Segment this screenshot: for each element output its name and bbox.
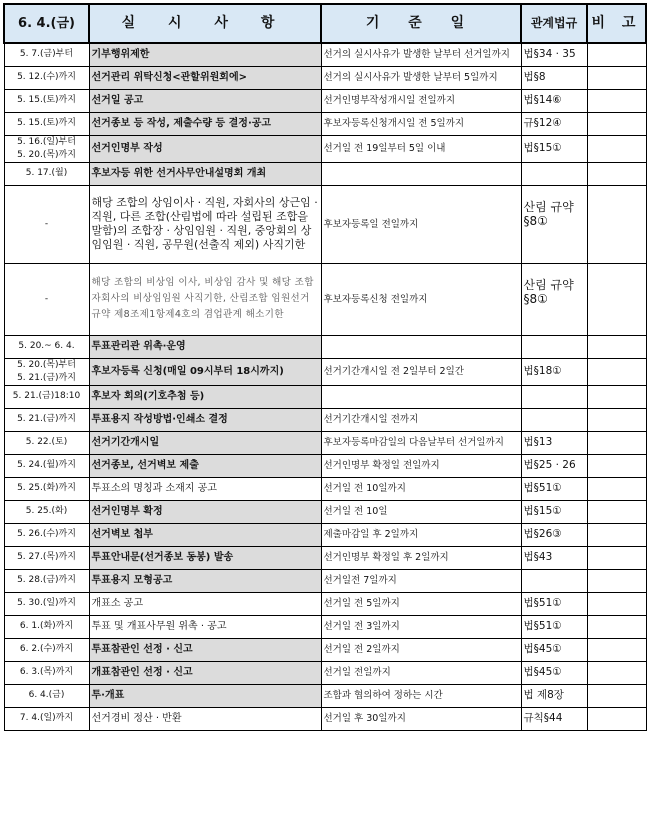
cell-note: [587, 546, 646, 569]
date-line: 5. 15.(토)까지: [17, 95, 76, 105]
table-row: [4, 684, 646, 707]
cell-criteria: [321, 335, 521, 358]
date-line: 5. 16.(일)부터: [17, 136, 76, 147]
cell-note: [587, 385, 646, 408]
cell-date: [4, 263, 89, 335]
header-law: 관계법규: [521, 4, 587, 43]
cell-law: 법§45①: [521, 638, 587, 661]
date-line: 5. 25.(화)까지: [17, 483, 76, 493]
cell-law: 법§51①: [521, 477, 587, 500]
cell-criteria: 후보자등록마감일의 다음날부터 선거일까지: [321, 431, 521, 454]
cell-note: [587, 638, 646, 661]
date-line: 5. 17.(월): [25, 168, 68, 178]
cell-criteria: 선거일 전 19일부터 5일 이내: [321, 135, 521, 162]
date-line: 5. 27.(목)까지: [17, 552, 76, 562]
cell-task: 투표 및 개표사무원 위촉 · 공고: [89, 615, 321, 638]
cell-note: [587, 408, 646, 431]
cell-task: 선거벽보 첩부: [89, 523, 321, 546]
cell-law: 법§25 · 26: [521, 454, 587, 477]
cell-note: [587, 431, 646, 454]
header-row: [4, 4, 646, 43]
cell-note: [587, 592, 646, 615]
cell-note: [587, 66, 646, 89]
cell-law: 산림 규약 §8①: [521, 185, 587, 263]
cell-criteria: 제출마감일 후 2일까지: [321, 523, 521, 546]
cell-note: [587, 358, 646, 385]
cell-criteria: 선거일 전일까지: [321, 661, 521, 684]
cell-task: 해당 조합의 비상임 이사, 비상임 감사 및 해당 조합 자회사의 비상임임원 사직기한, 산림조합 임원선거규약 제8조제1항제4호의 겸업관계 해소기한: [89, 263, 321, 335]
table-row: [4, 185, 646, 263]
cell-law: 법§45①: [521, 661, 587, 684]
cell-criteria: 선거의 실시사유가 발생한 날부터 5일까지: [321, 66, 521, 89]
cell-criteria: 후보자등록신청개시일 전 5일까지: [321, 112, 521, 135]
cell-date: [4, 500, 89, 523]
date-line: 5. 20.(목)부터: [17, 359, 76, 370]
cell-date: [4, 477, 89, 500]
cell-note: [587, 162, 646, 185]
cell-criteria: 선거기간개시일 전 2일부터 2일간: [321, 358, 521, 385]
date-line: 5. 20.~ 6. 4.: [18, 341, 75, 351]
cell-date: [4, 661, 89, 684]
date-line: 5. 20.(목)까지: [17, 149, 76, 160]
cell-note: [587, 684, 646, 707]
table-row: [4, 454, 646, 477]
table-row: [4, 477, 646, 500]
cell-criteria: 선거일 전 10일까지: [321, 477, 521, 500]
table-row: [4, 43, 646, 66]
cell-task: 선거기간개시일: [89, 431, 321, 454]
cell-date: [4, 135, 89, 162]
cell-task: 선거인명부 확정: [89, 500, 321, 523]
cell-criteria: 선거인명부작성개시일 전일까지: [321, 89, 521, 112]
cell-criteria: 선거인명부 확정일 후 2일까지: [321, 546, 521, 569]
header-task: 실 시 사 항: [89, 4, 321, 43]
date-line: 5. 7.(금)부터: [19, 49, 74, 60]
table-row: [4, 523, 646, 546]
cell-criteria: 선거기간개시일 전까지: [321, 408, 521, 431]
cell-task: 개표소 공고: [89, 592, 321, 615]
cell-law: [521, 569, 587, 592]
cell-date: [4, 43, 89, 66]
cell-date: [4, 592, 89, 615]
cell-note: [587, 43, 646, 66]
table-row: [4, 546, 646, 569]
cell-note: [587, 523, 646, 546]
cell-criteria: 조합과 협의하여 정하는 시간: [321, 684, 521, 707]
table-row: [4, 89, 646, 112]
cell-task: 기부행위제한: [89, 43, 321, 66]
cell-date: [4, 615, 89, 638]
table-row: [4, 569, 646, 592]
table-row: [4, 335, 646, 358]
cell-task: 투·개표: [89, 684, 321, 707]
date-line: 5. 25.(화): [25, 506, 68, 516]
cell-law: 법§14⑥: [521, 89, 587, 112]
date-line: 6. 4.(금): [28, 690, 65, 700]
cell-date: [4, 112, 89, 135]
cell-law: [521, 408, 587, 431]
header-note: 비 고: [587, 4, 646, 43]
cell-task: 후보자 회의(기호추첨 등): [89, 385, 321, 408]
table-row: [4, 500, 646, 523]
schedule-table: [3, 3, 647, 731]
cell-criteria: 선거일 전 3일까지: [321, 615, 521, 638]
cell-note: [587, 569, 646, 592]
cell-task: 후보자등록 신청(매일 09시부터 18시까지): [89, 358, 321, 385]
cell-law: [521, 335, 587, 358]
cell-date: [4, 408, 89, 431]
cell-date: [4, 385, 89, 408]
cell-date: [4, 684, 89, 707]
table-row: [4, 431, 646, 454]
cell-law: 법§51①: [521, 592, 587, 615]
cell-task: 투표용지 작성방법·인쇄소 결정: [89, 408, 321, 431]
date-line: 5. 21.(금)까지: [17, 414, 76, 424]
header-date: 6. 4.(금): [4, 4, 89, 43]
cell-criteria: 선거의 실시사유가 발생한 날부터 선거일까지: [321, 43, 521, 66]
table-row: [4, 408, 646, 431]
cell-law: 법§34 · 35: [521, 43, 587, 66]
date-line: -: [44, 293, 49, 304]
cell-note: [587, 263, 646, 335]
date-line: -: [44, 218, 49, 229]
date-line: 5. 24.(월)까지: [17, 460, 76, 470]
header-criteria: 기 준 일: [321, 4, 521, 43]
cell-task: 선거인명부 작성: [89, 135, 321, 162]
cell-law: 법 제8장: [521, 684, 587, 707]
table-row: [4, 66, 646, 89]
cell-date: [4, 454, 89, 477]
cell-law: 법§51①: [521, 615, 587, 638]
cell-task: 선거종보 등 작성, 제출수량 등 결정·공고: [89, 112, 321, 135]
cell-date: [4, 569, 89, 592]
cell-criteria: [321, 162, 521, 185]
cell-law: 법§8: [521, 66, 587, 89]
date-line: 7. 4.(일)까지: [19, 713, 74, 723]
table-row: [4, 707, 646, 730]
cell-law: 규§12④: [521, 112, 587, 135]
cell-law: [521, 162, 587, 185]
cell-date: [4, 523, 89, 546]
cell-law: 산림 규약 §8①: [521, 263, 587, 335]
cell-criteria: 선거일 후 30일까지: [321, 707, 521, 730]
cell-task: 해당 조합의 상임이사 · 직원, 자회사의 상근임 · 직원, 다른 조합(산림법에 따라 설립된 조합을 말함)의 조합장 · 상임임원 · 직원, 중앙회의 상임임원 · 직원, 공무원(선출직 제외) 사직기한: [89, 185, 321, 263]
cell-task: 투표용지 모형공고: [89, 569, 321, 592]
date-line: 5. 26.(수)까지: [17, 529, 76, 539]
table-row: [4, 358, 646, 385]
cell-criteria: 선거인명부 확정일 전일까지: [321, 454, 521, 477]
cell-law: 법§18①: [521, 358, 587, 385]
cell-date: [4, 638, 89, 661]
schedule-rows: [4, 43, 646, 730]
cell-date: [4, 185, 89, 263]
cell-task: 투표안내문(선거종보 동봉) 발송: [89, 546, 321, 569]
cell-note: [587, 500, 646, 523]
date-line: 5. 12.(수)까지: [17, 72, 76, 82]
table-row: [4, 592, 646, 615]
cell-law: 법§15①: [521, 500, 587, 523]
cell-criteria: 후보자등록일 전일까지: [321, 185, 521, 263]
cell-criteria: 선거일 전 5일까지: [321, 592, 521, 615]
date-line: 5. 21.(금)18:10: [12, 391, 81, 401]
cell-note: [587, 454, 646, 477]
date-line: 6. 3.(목)까지: [19, 667, 74, 677]
cell-date: [4, 431, 89, 454]
date-line: 5. 15.(토)까지: [17, 118, 76, 128]
date-line: 5. 28.(금)까지: [17, 575, 76, 585]
cell-law: 규칙§44: [521, 707, 587, 730]
cell-task: 투표참관인 선정 · 신고: [89, 638, 321, 661]
cell-criteria: [321, 385, 521, 408]
cell-task: 투표소의 명칭과 소재지 공고: [89, 477, 321, 500]
cell-note: [587, 615, 646, 638]
table-row: [4, 638, 646, 661]
cell-criteria: 선거일 전 10일: [321, 500, 521, 523]
cell-date: [4, 335, 89, 358]
cell-task: 선거경비 정산 · 반환: [89, 707, 321, 730]
cell-note: [587, 477, 646, 500]
cell-note: [587, 185, 646, 263]
table-row: [4, 162, 646, 185]
cell-note: [587, 661, 646, 684]
date-line: 5. 30.(일)까지: [17, 598, 76, 608]
table-row: [4, 615, 646, 638]
date-line: 6. 1.(화)까지: [19, 621, 74, 631]
table-row: [4, 661, 646, 684]
cell-task: 후보자등 위한 선거사무안내설명회 개최: [89, 162, 321, 185]
cell-note: [587, 335, 646, 358]
table-row: [4, 385, 646, 408]
cell-date: [4, 89, 89, 112]
election-schedule-sheet: [3, 3, 645, 731]
cell-date: [4, 162, 89, 185]
table-row: [4, 135, 646, 162]
table-row: [4, 112, 646, 135]
cell-note: [587, 112, 646, 135]
cell-law: 법§13: [521, 431, 587, 454]
cell-law: 법§26③: [521, 523, 587, 546]
date-line: 5. 22.(토): [25, 437, 68, 447]
cell-task: 선거관리 위탁신청<관할위원회에>: [89, 66, 321, 89]
cell-note: [587, 89, 646, 112]
cell-law: [521, 385, 587, 408]
cell-criteria: 선거일전 7일까지: [321, 569, 521, 592]
cell-task: 투표관리관 위촉·운영: [89, 335, 321, 358]
cell-date: [4, 66, 89, 89]
cell-task: 개표참관인 선정 · 신고: [89, 661, 321, 684]
cell-law: 법§43: [521, 546, 587, 569]
cell-date: [4, 707, 89, 730]
cell-date: [4, 546, 89, 569]
cell-task: 선거일 공고: [89, 89, 321, 112]
cell-note: [587, 135, 646, 162]
date-line: 6. 2.(수)까지: [19, 644, 74, 654]
cell-criteria: 후보자등록신청 전일까지: [321, 263, 521, 335]
table-row: [4, 263, 646, 335]
cell-date: [4, 358, 89, 385]
cell-note: [587, 707, 646, 730]
date-line: 5. 21.(금)까지: [17, 372, 76, 383]
cell-task: 선거종보, 선거벽보 제출: [89, 454, 321, 477]
cell-law: 법§15①: [521, 135, 587, 162]
cell-criteria: 선거일 전 2일까지: [321, 638, 521, 661]
